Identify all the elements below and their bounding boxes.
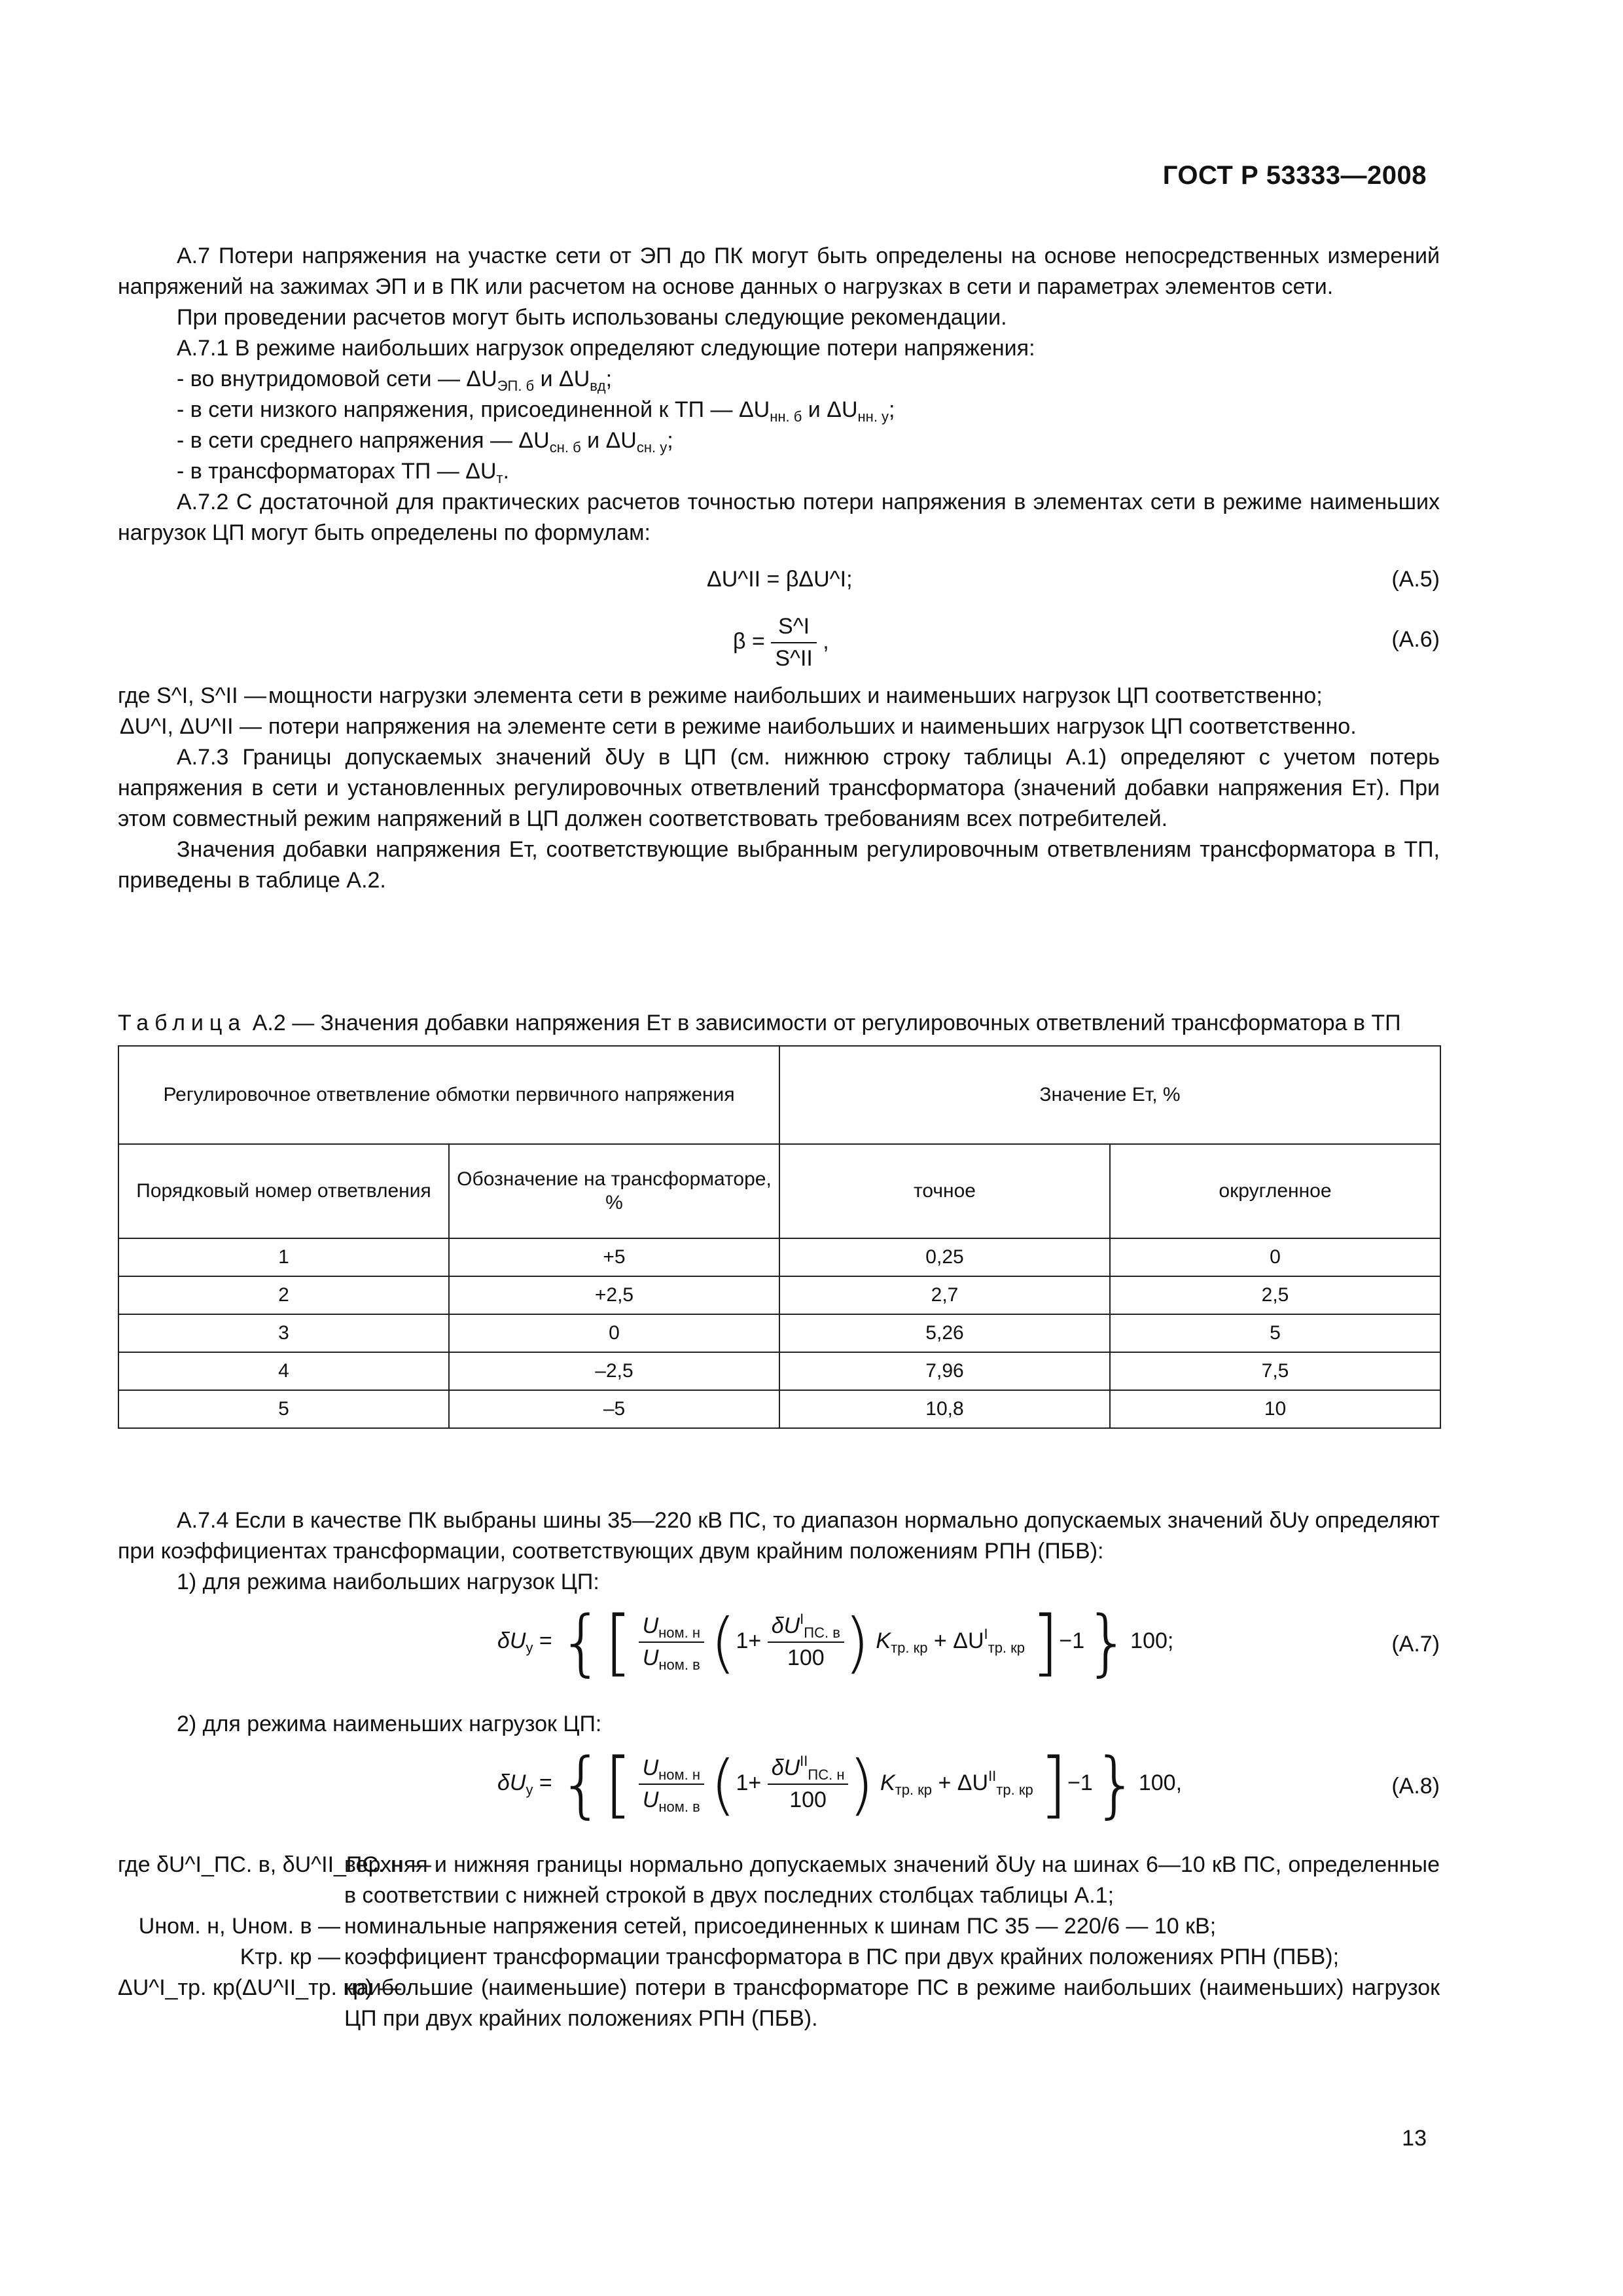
table-row (118, 1314, 1440, 1352)
formula-a7-expression: $\delta U_у$ = {[ $\frac{U_{ном. н}}{U_{ном. в}}$ (1+ $\frac{\delta U^I_{ПС. в}}{100}$ ) $K_{тр. кр} + \Delta U^I_{тр. кр}$ ]−1}100; (497, 1600, 1174, 1684)
column-header: округленное (1110, 1144, 1440, 1238)
formula-a6-number: (А.6) (1391, 627, 1440, 652)
table-a2 (118, 1045, 1441, 1429)
list-item-min-load: 2) для режима наименьших нагрузок ЦП: (177, 1712, 602, 1736)
table-cell: 3 (118, 1314, 449, 1352)
table-cell: 7,96 (779, 1352, 1110, 1390)
column-group-header: Регулировочное ответвление обмотки первичного напряжения (118, 1046, 779, 1144)
table-cell: 5,26 (779, 1314, 1110, 1352)
table-cell: +5 (449, 1238, 779, 1276)
paragraph-a7-4: А.7.4 Если в качестве ПК выбраны шины 35—220 кВ ПС, то диапазон нормально допускаемых значений δUу определяют при коэффициентах трансформации, соответствующих двум крайним положениям РПН (ПБВ): (118, 1508, 1440, 1564)
table-cell: 4 (118, 1352, 449, 1390)
formula-a7-number: (А.7) (1391, 1632, 1440, 1657)
table-cell: 0,25 (779, 1238, 1110, 1276)
formula-a5-number: (А.5) (1391, 567, 1440, 592)
definitions-a8 (118, 1850, 1440, 2034)
definition-row: ΔU^I, ΔU^II — потери напряжения на элементе сети в режиме наибольших и наименьших нагрузок ЦП соответственно. (119, 714, 1357, 739)
table-row (118, 1238, 1440, 1276)
paragraph-a7: А.7 Потери напряжения на участке сети от ЭП до ПК могут быть определены на основе непосредственных измерений напряжений на зажимах ЭП и в ПК или расчетом на основе данных о нагрузках в сети и параметрах элементов сети. (118, 243, 1440, 299)
list-item: - в трансформаторах ТП — $\Delta U_т$. (177, 459, 510, 486)
table-caption: Таблица А.2 — Значения добавки напряжения Eт в зависимости от регулировочных ответвлений трансформатора в ТП (118, 1011, 1401, 1035)
loss-list (118, 364, 1440, 487)
list-item-max-load: 1) для режима наибольших нагрузок ЦП: (177, 1570, 599, 1594)
list-item: - в сети низкого напряжения, присоединенной к ТП — $\Delta U_{нн. б}$ и $\Delta U_{нн. у}$; (177, 397, 895, 425)
definition-row: Uном. н, Uном. в — номинальные напряжения сетей, присоединенных к шинам ПС 35 — 220/6 — 10 кВ; (138, 1914, 1217, 1939)
table-cell: +2,5 (449, 1276, 779, 1314)
table-cell: 10 (1110, 1390, 1440, 1428)
table-cell: 0 (1110, 1238, 1440, 1276)
table-cell: 5 (1110, 1314, 1440, 1352)
formula-a8 (118, 1740, 1440, 1838)
table-cell: 2 (118, 1276, 449, 1314)
table-cell: 5 (118, 1390, 449, 1428)
paragraph-a7-3: А.7.3 Границы допускаемых значений δUу в ЦП (см. нижнюю строку таблицы А.1) определяют с учетом потерь напряжения в сети и установленных регулировочных ответвлений трансформатора (значений добавки напряжения Eт). При этом совместный режим напряжений в ЦП должен соответствовать требованиям всех потребителей. (118, 745, 1440, 831)
paragraph-a7-1: А.7.1 В режиме наибольших нагрузок определяют следующие потери напряжения: (177, 336, 1035, 361)
formula-a5 (118, 559, 1440, 601)
table-a2-block (118, 1008, 1440, 1429)
page-number: 13 (1402, 2126, 1427, 2151)
formula-a8-number: (А.8) (1391, 1774, 1440, 1799)
table-row (118, 1352, 1440, 1390)
table-cell: 2,7 (779, 1276, 1110, 1314)
formula-a6-expression: β = $\frac{S\^{}I}{S\^{}II}$ , (733, 611, 829, 674)
paragraph-a7-2: А.7.2 С достаточной для практических расчетов точностью потери напряжения в элементах сети в режиме наименьших нагрузок ЦП могут быть определены по формулам: (118, 490, 1440, 545)
table-cell: 10,8 (779, 1390, 1110, 1428)
definition-row: где δU^I_ПС. в, δU^II_ПС. н — верхняя и нижняя границы нормально допускаемых значений δUу на шинах 6—10 кВ ПС, определенные в соответствии с нижней строкой в двух последних столбцах таблицы А.1; (118, 1852, 1440, 1908)
definition-row: Kтр. кр — коэффициент трансформации трансформатора в ПС при двух крайних положениях РПН (ПБВ); (240, 1945, 1340, 1969)
column-header: точное (779, 1144, 1110, 1238)
formula-a6 (118, 605, 1440, 677)
table-cell: 2,5 (1110, 1276, 1440, 1314)
definition-row: где S^I, S^II — мощности нагрузки элемента сети в режиме наибольших и наименьших нагрузок ЦП соответственно; (118, 683, 1323, 708)
table-row (118, 1276, 1440, 1314)
table-cell: 7,5 (1110, 1352, 1440, 1390)
table-header-row (118, 1046, 1440, 1144)
list-item: - во внутридомовой сети — $\Delta U_{ЭП. б}$ и $\Delta U_{вд}$; (177, 367, 613, 394)
paragraph-values: Значения добавки напряжения Eт, соответствующие выбранным регулировочным ответвлениям трансформатора в ТП, приведены в таблице А.2. (118, 837, 1440, 893)
table-header-row (118, 1144, 1440, 1238)
section-a7 (118, 241, 1440, 896)
formula-a7 (118, 1598, 1440, 1696)
list-item: - в сети среднего напряжения — $\Delta U_{сн. б}$ и $\Delta U_{сн. у}$; (177, 428, 673, 456)
formula-a8-expression: $\delta U_у$ = {[ $\frac{U_{ном. н}}{U_{ном. в}}$ (1+ $\frac{\delta U^{II}_{ПС. н}}{100}$ ) $K_{тр. кр} + \Delta U^{II}_{тр. кр}$ ]−1}100, (497, 1742, 1183, 1826)
table-cell: –5 (449, 1390, 779, 1428)
section-a7-4 (118, 1505, 1440, 2034)
formula-a5-expression: ΔU^II = βΔU^I; (707, 567, 853, 592)
paragraph-recommendations: При проведении расчетов могут быть использованы следующие рекомендации. (177, 305, 1007, 330)
column-group-header: Значение Eт, % (779, 1046, 1440, 1144)
document-header: ГОСТ Р 53333—2008 (1162, 161, 1427, 190)
table-cell: 1 (118, 1238, 449, 1276)
table-row (118, 1390, 1440, 1428)
column-header: Обозначение на трансформаторе, % (449, 1144, 779, 1238)
definition-row: ΔU^I_тр. кр(ΔU^II_тр. кр) — наибольшие (наименьшие) потери в трансформаторе ПС в режиме наибольших (наименьших) нагрузок ЦП при двух крайних положениях РПН (ПБВ). (118, 1975, 1440, 2031)
table-cell: 0 (449, 1314, 779, 1352)
table-cell: –2,5 (449, 1352, 779, 1390)
column-header: Порядковый номер ответвления (118, 1144, 449, 1238)
definitions-a6 (118, 681, 1440, 742)
